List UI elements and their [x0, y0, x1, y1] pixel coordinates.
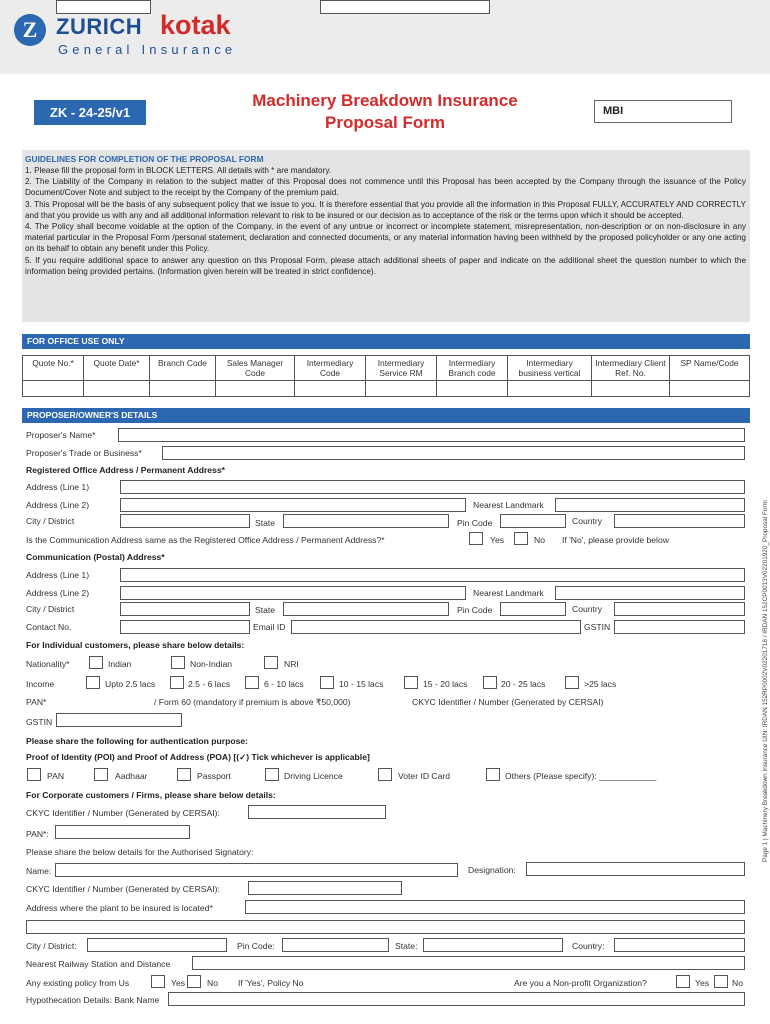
office-use-table — [22, 355, 750, 397]
poi-checkbox[interactable] — [27, 768, 41, 781]
poi-checkbox[interactable] — [378, 768, 392, 781]
plant-pin-input[interactable] — [282, 938, 389, 952]
comm-addr2-label: Address (Line 2) — [26, 588, 90, 598]
landmark-label: Nearest Landmark — [473, 500, 544, 510]
income-option: Upto 2.5 lacs — [105, 679, 156, 689]
income-option: 6 - 10 lacs — [264, 679, 304, 689]
zurich-logo: Z — [14, 14, 46, 46]
ckyc-label: CKYC Identifier / Number (Generated by CERSAI) — [412, 697, 604, 707]
designation-label: Designation: — [468, 865, 516, 875]
guideline-item: 2. The Liability of the Company in relation to the subject matter of this Proposal does not commence until this Proposal has been accepted by the Company through the issuance of the Policy Document/Cover Note and subject to the receipt by the Company of the premium paid. — [25, 177, 746, 198]
addr2-label: Address (Line 2) — [26, 500, 90, 510]
auth-heading: Please share the following for authentication purpose: — [26, 736, 249, 746]
office-cell[interactable] — [84, 381, 150, 397]
office-cell[interactable] — [295, 381, 366, 397]
if-yes-label: If 'Yes', Policy No — [238, 978, 304, 988]
city-input[interactable] — [120, 514, 250, 528]
hypothecation-input[interactable] — [168, 992, 745, 1006]
nonprofit-yes-checkbox[interactable] — [676, 975, 690, 988]
plant-country-input[interactable] — [614, 938, 745, 952]
poi-option: Driving Licence — [284, 771, 343, 781]
corp-pan-label: PAN*: — [26, 829, 49, 839]
policy-no-input[interactable] — [320, 0, 490, 14]
income-checkbox[interactable] — [320, 676, 334, 689]
office-col: Branch Code — [150, 356, 216, 381]
poi-checkbox[interactable] — [177, 768, 191, 781]
side-footer: Page 1 | Machinery Breakdown Insurance UIN: IRDAN 152RP0002V02201718 / IRDAN 152CP0013V02201920_Proposal Form — [762, 500, 769, 862]
plant-address-input[interactable] — [245, 900, 745, 914]
gstin2-label: GSTIN — [26, 717, 53, 727]
same-address-question: Is the Communication Address same as the Registered Office Address / Permanent Address?* — [26, 535, 385, 545]
comm-addr2-input[interactable] — [120, 586, 466, 600]
designation-input[interactable] — [526, 862, 745, 876]
non-indian-label: Non-Indian — [190, 659, 233, 669]
plant-city-label: City / District: — [26, 941, 77, 951]
sig-name-label: Name: — [26, 866, 52, 876]
indian-label: Indian — [108, 659, 132, 669]
landmark-input[interactable] — [555, 498, 745, 512]
poi-option: Passport — [197, 771, 231, 781]
proposer-heading: PROPOSER/OWNER'S DETAILS — [22, 408, 750, 423]
no-label: No — [732, 978, 743, 988]
gstin-input[interactable] — [614, 620, 745, 634]
income-checkbox[interactable] — [245, 676, 259, 689]
poi-checkbox[interactable] — [265, 768, 279, 781]
income-label: Income — [26, 679, 55, 689]
railway-input[interactable] — [192, 956, 745, 970]
office-col: Intermediary Code — [295, 356, 366, 381]
office-use-heading: FOR OFFICE USE ONLY — [22, 334, 750, 349]
comm-state-label: State — [255, 605, 276, 615]
yes-label: Yes — [171, 978, 186, 988]
pin-label: Pin Code — [457, 518, 493, 528]
comm-country-input[interactable] — [614, 602, 745, 616]
guideline-item: 5. If you require additional space to answer any question on this Proposal Form, please attach additional sheets of paper and indicate on the additional sheet the question number to which the information being provided pertains. (Information given herein will be treated in strict confidence). — [25, 255, 746, 276]
gstin2-input[interactable] — [56, 713, 182, 727]
nationality-non-indian-checkbox[interactable] — [171, 656, 185, 669]
comm-pin-input[interactable] — [500, 602, 566, 616]
railway-label: Nearest Railway Station and Distance — [26, 959, 171, 969]
office-col: Quote No.* — [23, 356, 84, 381]
nationality-nri-checkbox[interactable] — [264, 656, 278, 669]
plant-state-label: State: — [395, 941, 418, 951]
office-col: Quote Date* — [84, 356, 150, 381]
brand-name: ZURICH — [56, 14, 143, 39]
pan-label: PAN* — [26, 697, 47, 707]
guideline-item: 1. Please fill the proposal form in BLOCK LETTERS. All details with * are mandatory. — [25, 166, 332, 175]
state-input[interactable] — [283, 514, 449, 528]
poi-option: Others (Please specify): ____________ — [505, 771, 657, 781]
city-label: City / District — [26, 516, 75, 526]
income-option: 10 - 15 lacs — [339, 679, 384, 689]
existing-yes-checkbox[interactable] — [151, 975, 165, 988]
income-option: 2.5 - 6 lacs — [188, 679, 231, 689]
income-checkbox[interactable] — [170, 676, 184, 689]
comm-landmark-input[interactable] — [555, 586, 745, 600]
guidelines-heading: GUIDELINES FOR COMPLETION OF THE PROPOSAL FORM — [25, 154, 264, 164]
auth-sig-label: Please share the below details for the Authorised Signatory: — [26, 847, 254, 857]
form60-label: / Form 60 (mandatory if premium is above ₹50,000) — [154, 697, 351, 707]
office-cell[interactable] — [216, 381, 295, 397]
office-cell[interactable] — [508, 381, 592, 397]
same-address-yes-checkbox[interactable] — [469, 532, 483, 545]
proposer-name-label: Proposer's Name* — [26, 430, 96, 440]
gstin-label: GSTIN — [584, 622, 611, 632]
addr1-label: Address (Line 1) — [26, 482, 90, 492]
pin-input[interactable] — [500, 514, 566, 528]
yes-label: Yes — [695, 978, 710, 988]
sig-name-input[interactable] — [55, 863, 458, 877]
office-cell[interactable] — [437, 381, 508, 397]
guideline-item: 3. This Proposal will be the basis of any subsequent policy that we issue to you. It is therefore essential that you provide all the information in this Proposal FULLY, ACCURATELY AND CORRECTLY and that you provide us with any and all additional information relevant to risk to be insured or our decision as to acceptance of the risk or the terms upon which it should be accepted. — [25, 199, 746, 220]
income-option: >25 lacs — [584, 679, 617, 689]
hypothecation-label: Hypothecation Details: Bank Name — [26, 995, 160, 1005]
corp-ckyc-label: CKYC Identifier / Number (Generated by CERSAI): — [26, 808, 220, 818]
guideline-item: 4. The Policy shall become voidable at the option of the Company, in the event of any untrue or incorrect or incomplete statement, misrepresentation, non-description or on non-disclosure in any material particular in the Proposal Form /personal statement, declaration and connected documents, or any material information having been withheld by the proposed policyholder or any one acting on its behalf to obtain any benefit under this Policy. — [25, 222, 746, 254]
poi-checkbox[interactable] — [94, 768, 108, 781]
email-input[interactable] — [291, 620, 581, 634]
no-label: No — [534, 535, 545, 545]
office-col: Intermediary Client Ref. No. — [592, 356, 670, 381]
form-title: Machinery Breakdown Insurance Proposal Form — [252, 91, 518, 132]
proposer-name-input[interactable] — [118, 428, 745, 442]
comm-country-label: Country — [572, 604, 603, 614]
email-label: Email ID — [253, 622, 286, 632]
office-col: Intermediary Service RM — [366, 356, 437, 381]
income-option: 15 - 20 lacs — [423, 679, 468, 689]
if-no-note: If 'No', please provide below — [562, 535, 669, 545]
plant-address-label: Address where the plant to be insured is located* — [26, 903, 213, 913]
income-option: 20 - 25 lacs — [501, 679, 546, 689]
corporate-heading: For Corporate customers / Firms, please share below details: — [26, 790, 276, 800]
contact-input[interactable] — [120, 620, 250, 634]
office-cell[interactable] — [670, 381, 750, 397]
existing-no-checkbox[interactable] — [187, 975, 201, 988]
trade-input[interactable] — [162, 446, 745, 460]
nri-label: NRI — [284, 659, 299, 669]
country-label: Country — [572, 516, 603, 526]
comm-pin-label: Pin Code — [457, 605, 493, 615]
office-cell[interactable] — [150, 381, 216, 397]
partner-name: kotak — [160, 10, 231, 40]
plant-city-input[interactable] — [87, 938, 227, 952]
reg-address-heading: Registered Office Address / Permanent Address* — [26, 465, 225, 475]
office-col: Sales Manager Code — [216, 356, 295, 381]
sig-ckyc-label: CKYC Identifier / Number (Generated by CERSAI): — [26, 884, 220, 894]
country-input[interactable] — [614, 514, 745, 528]
office-col: SP Name/Code — [670, 356, 750, 381]
poi-checkbox[interactable] — [486, 768, 500, 781]
plant-country-label: Country: — [572, 941, 605, 951]
sig-ckyc-input[interactable] — [248, 881, 402, 895]
nonprofit-label: Are you a Non-profit Organization? — [514, 978, 647, 988]
comm-state-input[interactable] — [283, 602, 449, 616]
comm-city-input[interactable] — [120, 602, 250, 616]
plant-pin-label: Pin Code: — [237, 941, 275, 951]
nationality-label: Nationality* — [26, 659, 70, 669]
pan-input[interactable] — [56, 0, 151, 14]
income-checkbox[interactable] — [404, 676, 418, 689]
comm-addr1-label: Address (Line 1) — [26, 570, 90, 580]
office-col: Intermediary Branch code — [437, 356, 508, 381]
comm-city-label: City / District — [26, 604, 75, 614]
income-checkbox[interactable] — [86, 676, 100, 689]
state-label: State — [255, 518, 276, 528]
addr1-input[interactable] — [120, 480, 745, 494]
office-cell[interactable] — [23, 381, 84, 397]
nonprofit-no-checkbox[interactable] — [714, 975, 728, 988]
poi-option: PAN — [47, 771, 65, 781]
poi-heading: Proof of Identity (POI) and Proof of Address (POA) [(✓) Tick whichever is applicable] — [26, 752, 370, 762]
product-code-field[interactable]: MBI — [594, 100, 732, 123]
existing-policy-label: Any existing policy from Us — [26, 978, 130, 988]
brand-tagline: General Insurance — [58, 42, 237, 57]
comm-address-heading: Communication (Postal) Address* — [26, 552, 165, 562]
individual-heading: For Individual customers, please share below details: — [26, 640, 245, 650]
poi-option: Aadhaar — [115, 771, 148, 781]
contact-label: Contact No. — [26, 622, 72, 632]
addr2-input[interactable] — [120, 498, 466, 512]
nationality-indian-checkbox[interactable] — [89, 656, 103, 669]
form-code-badge: ZK - 24-25/v1 — [34, 100, 146, 125]
office-cell[interactable] — [366, 381, 437, 397]
corp-ckyc-input[interactable] — [248, 805, 386, 819]
income-checkbox[interactable] — [483, 676, 497, 689]
yes-label: Yes — [490, 535, 505, 545]
same-address-no-checkbox[interactable] — [514, 532, 528, 545]
corp-pan-input[interactable] — [55, 825, 190, 839]
office-cell[interactable] — [592, 381, 670, 397]
comm-landmark-label: Nearest Landmark — [473, 588, 544, 598]
guidelines-box — [22, 150, 750, 322]
no-label: No — [207, 978, 218, 988]
poi-option: Voter ID Card — [398, 771, 451, 781]
comm-addr1-input[interactable] — [120, 568, 745, 582]
plant-state-input[interactable] — [423, 938, 563, 952]
plant-address-line2[interactable] — [26, 920, 745, 934]
office-col: Intermediary business vertical — [508, 356, 592, 381]
income-checkbox[interactable] — [565, 676, 579, 689]
trade-label: Proposer's Trade or Business* — [26, 448, 142, 458]
